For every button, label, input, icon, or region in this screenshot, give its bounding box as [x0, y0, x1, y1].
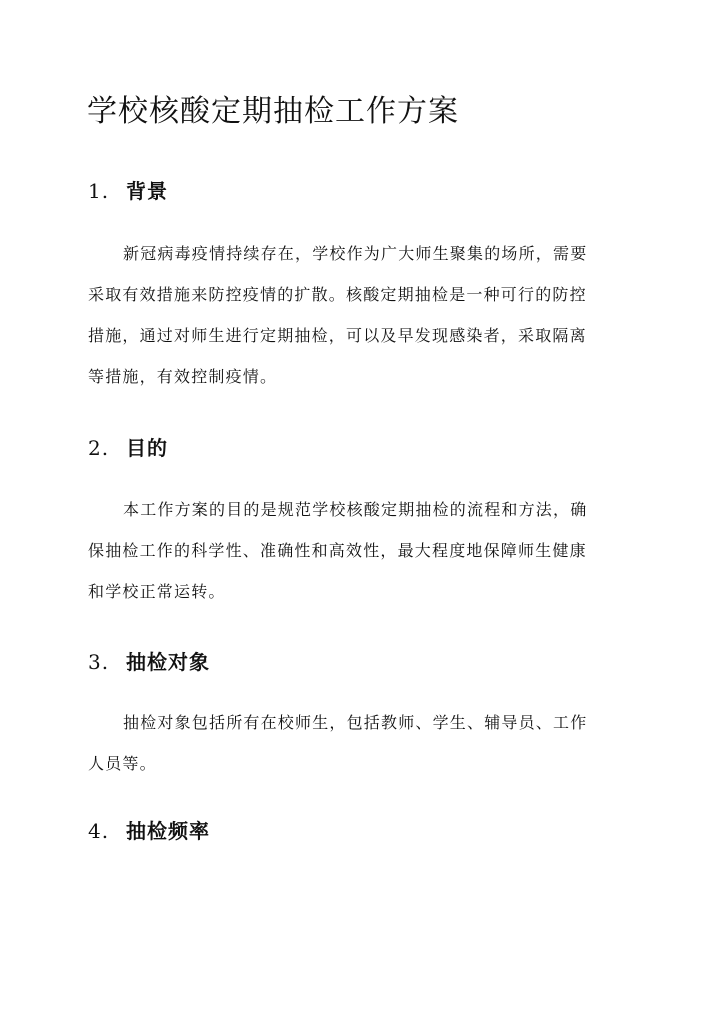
section-title: 目的 — [126, 436, 168, 460]
section-title: 抽检对象 — [126, 650, 210, 674]
paragraph-background — [88, 233, 634, 397]
paragraph-line: 本工作方案的目的是规范学校核酸定期抽检的流程和方法，确 — [123, 500, 588, 519]
paragraph-subjects — [88, 702, 634, 784]
section-number: 4. — [88, 819, 110, 843]
section-title: 背景 — [126, 179, 168, 203]
section-number: 1. — [88, 179, 110, 203]
section-heading-subjects — [88, 646, 210, 675]
paragraph-line: 人员等。 — [88, 754, 157, 773]
paragraph-line: 采取有效措施来防控疫情的扩散。核酸定期抽检是一种可行的防控 — [88, 285, 587, 304]
paragraph-line: 等措施，有效控制疫情。 — [88, 367, 278, 386]
paragraph-purpose — [88, 489, 634, 612]
paragraph-line: 和学校正常运转。 — [88, 582, 226, 601]
section-heading-frequency — [88, 815, 210, 844]
section-title: 抽检频率 — [126, 819, 210, 843]
section-heading-background — [88, 175, 168, 204]
section-number: 2. — [88, 436, 110, 460]
paragraph-line: 保抽检工作的科学性、准确性和高效性，最大程度地保障师生健康 — [88, 541, 587, 560]
paragraph-line: 新冠病毒疫情持续存在，学校作为广大师生聚集的场所，需要 — [123, 244, 588, 263]
section-heading-purpose — [88, 432, 168, 461]
paragraph-line: 抽检对象包括所有在校师生，包括教师、学生、辅导员、工作 — [123, 713, 588, 732]
paragraph-line: 措施，通过对师生进行定期抽检，可以及早发现感染者，采取隔离 — [88, 326, 587, 345]
section-number: 3. — [88, 650, 110, 674]
document-title: 学校核酸定期抽检工作方案 — [87, 94, 459, 129]
